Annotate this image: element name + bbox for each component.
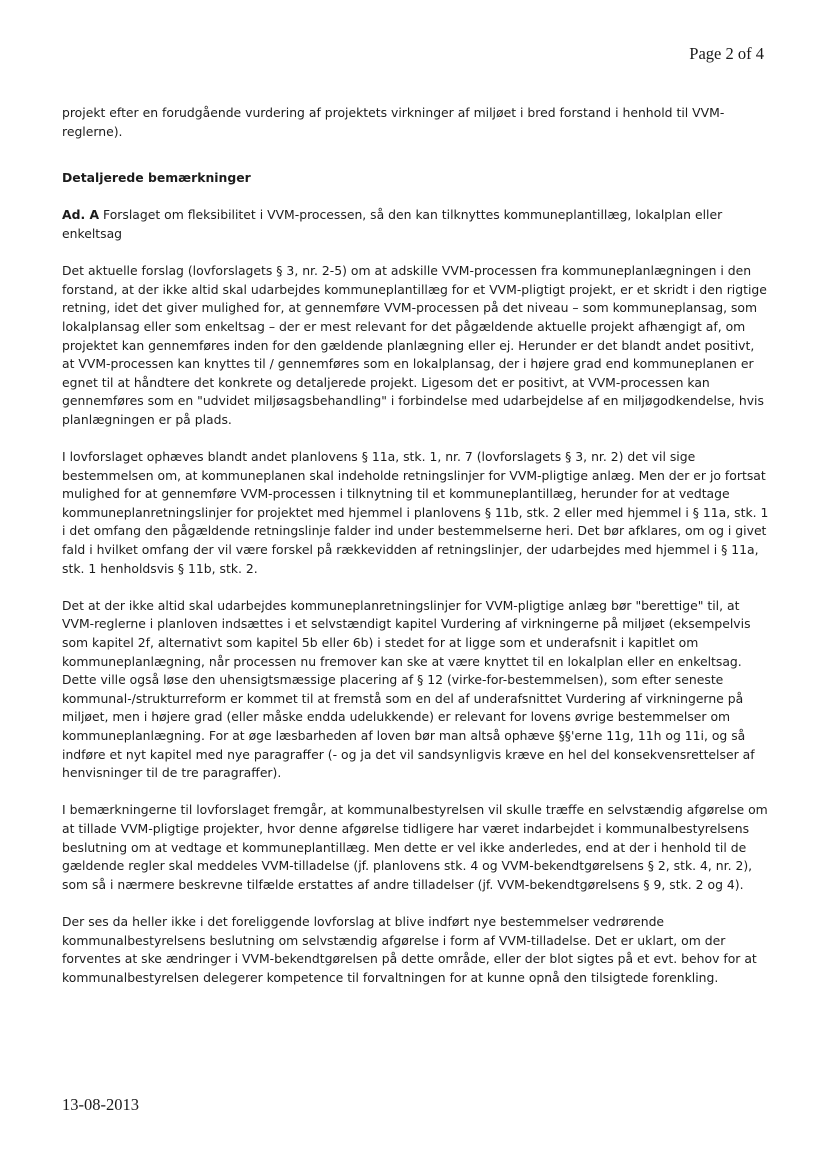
body-paragraph: Det aktuelle forslag (lovforslagets § 3, nr. 2-5) om at adskille VVM-processen fra kommuneplanlægningen i den forstand, at der ikke altid skal udarbejdes kommuneplantillæg for et VVM-pligtigt projekt, er et skridt i den rigtige retning, idet det giver mulighed for, at gennemføre VVM-processen på det niveau – som kommuneplansag, som lokalplansag eller som enkeltsag – der er mest relevant for det pågældende aktuelle projekt afhængigt af, om projektet kan gennemføres inden for den gældende planlægning eller ej. Herunder er det blandt andet positivt, at VVM-processen kan knyttes til / gennemføres som en lokalplansag, der i højere grad end kommuneplanen er egnet til at håndtere det konkrete og detaljerede projekt. Ligesom det er positivt, at VVM-processen kan gennemføres som en "udvidet miljøsagsbehandling" i forbindelse med udarbejdelse af en miljøgodkendelse, hvis planlægningen er på plads. [62, 263, 767, 427]
page-number: Page 2 of 4 [689, 44, 764, 63]
ad-a-text: Forslaget om fleksibilitet i VVM-processen, så den kan tilknyttes kommuneplantillæg, lokalplan eller enkeltsag [62, 207, 723, 241]
ad-a-paragraph [62, 206, 770, 243]
intro-paragraph: projekt efter en forudgående vurdering af projektets virkninger af miljøet i bred forstand i henhold til VVM-reglerne). [62, 105, 725, 139]
footer-date: 13-08-2013 [62, 1095, 139, 1114]
body-paragraph: Det at der ikke altid skal udarbejdes kommuneplanretningslinjer for VVM-pligtige anlæg bør "berettige" til, at VVM-reglerne i planloven indsættes i et selvstændigt kapitel Vurdering af virkningerne på miljøet (eksempelvis som kapitel 2f, alternativt som kapitel 5b eller 6b) i stedet for at ligge som et underafsnit i kapitlet om kommuneplanlægning, når processen nu fremover kan ske at være knyttet til en lokalplan eller en enkeltsag. Dette ville også løse den uhensigtsmæssige placering af § 12 (virke-for-bestemmelsen), som efter seneste kommunal-/strukturreform er kommet til at fremstå som en del af underafsnittet Vurdering af virkningerne på miljøet, men i højere grad (eller måske endda udelukkende) er relevant for lovens øvrige bestemmelser om kommuneplanlægning. For at øge læsbarheden af loven bør man altså ophæve §§'erne 11g, 11h og 11i, og så indføre et nyt kapitel med nye paragraffer (- og ja det vil sandsynligvis kræve en hel del konsekvensrettelser af henvisninger til de tre paragraffer). [62, 597, 755, 781]
ad-a-label: Ad. A [62, 207, 100, 223]
body-paragraph: I lovforslaget ophæves blandt andet planlovens § 11a, stk. 1, nr. 7 (lovforslagets § 3, nr. 2) det vil sige bestemmelsen om, at kommuneplanen skal indeholde retningslinjer for VVM-pligtige anlæg. Men der er jo fortsat mulighed for at gennemføre VVM-processen i tilknytning til et kommuneplantillæg, herunder for at vedtage kommuneplanretningslinjer for projektet med hjemmel i planlovens § 11b, stk. 2 eller med hjemmel i § 11a, stk. 1 i det omfang den pågældende retningslinje falder ind under bestemmelserne heri. Det bør afklares, om og i givet fald i hvilket omfang der vil være forskel på rækkevidden af retningslinjer, der udarbejdes med hjemmel i § 11a, stk. 1 henholdsvis § 11b, stk. 2. [62, 449, 769, 576]
section-heading: Detaljerede bemærkninger [62, 170, 251, 186]
body-paragraph: Der ses da heller ikke i det foreliggende lovforslag at blive indført nye bestemmelser vedrørende kommunalbestyrelsens beslutning om selvstændig afgørelse i form af VVM-tilladelse. Det er uklart, om der forventes at ske ændringer i VVM-bekendtgørelsen på dette område, eller der blot sigtes på et evt. behov for at kommunalbestyrelsen delegerer kompetence til forvaltningen for at kunne opnå den tilsigtede forenkling. [62, 913, 757, 985]
body-paragraph: I bemærkningerne til lovforslaget fremgår, at kommunalbestyrelsen vil skulle træffe en selvstændig afgørelse om at tillade VVM-pligtige projekter, hvor denne afgørelse tidligere har været indarbejdet i kommunalbestyrelsens beslutning om at vedtage et kommuneplantillæg. Men dette er vel ikke anderledes, end at der i henhold til de gældende regler skal meddeles VVM-tilladelse (jf. planlovens stk. 4 og VVM-bekendtgørelsens § 2, stk. 4, nr. 2), som så i nærmere beskrevne tilfælde erstattes af andre tilladelser (jf. VVM-bekendtgørelsens § 9, stk. 2 og 4). [62, 802, 768, 892]
document-body [62, 104, 770, 987]
